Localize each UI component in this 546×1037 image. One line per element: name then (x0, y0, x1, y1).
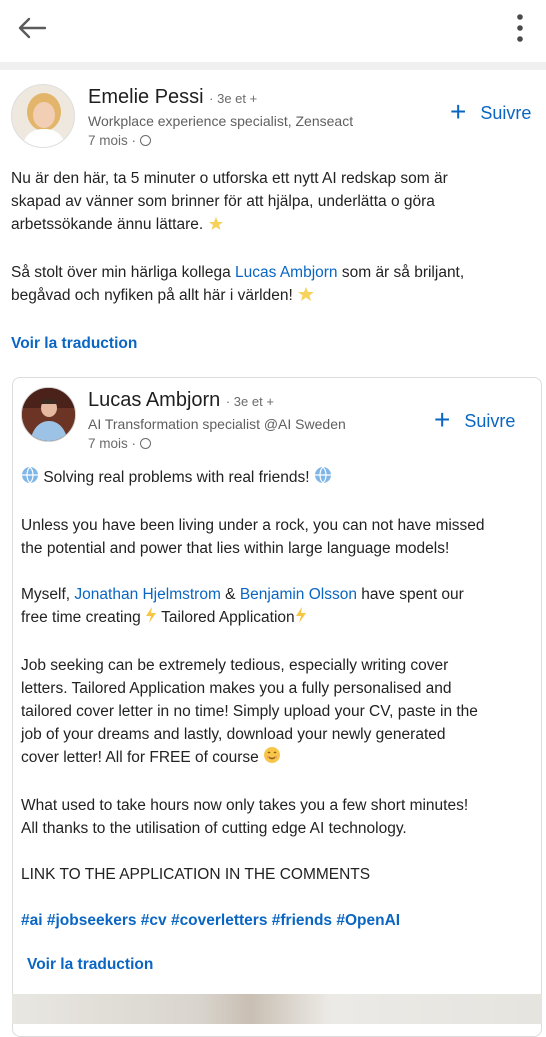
lightning-emoji-icon (295, 606, 307, 631)
connection-degree: · 3e et + (225, 394, 274, 409)
globe-icon (140, 438, 151, 449)
top-bar (0, 0, 546, 58)
plus-icon: + (434, 404, 451, 435)
reshare-author-headline: AI Transformation specialist @AI Sweden (88, 416, 346, 432)
plus-icon: + (450, 96, 467, 127)
mention-lucas-ambjorn[interactable]: Lucas Ambjorn (235, 264, 338, 281)
more-options-button[interactable] (508, 10, 532, 46)
reshare-see-translation-link[interactable]: Voir la traduction (27, 956, 154, 973)
reshare-post-time: 7 mois · (88, 436, 151, 451)
mention-jonathan-hjelmstrom[interactable]: Jonathan Hjelmstrom (74, 586, 221, 603)
reshare-author-avatar[interactable] (21, 387, 76, 442)
reshare-post-body: Solving real problems with real friends! Unless you have been living under a rock, you can not have missed the potential and power that lies within large language models! Myself, Jonathan Hjelmstrom & Benjamin Olsson have spent our free time creating Tailored Application Job seeking can be extremely tedious, especially writing cover letters. Tailored Application makes you a fully personalised and tailored cover letter in no time! Simply upload your CV, paste in the job of your dreams and lastly, download your newly generated cover letter! All for FREE of course What used to take hours now only takes you a few short minutes! All thanks to the utilisation of cutting edge AI technology. LINK TO THE APPLICATION IN THE COMMENTS #ai #jobseekers #cv #coverletters #friends #OpenAI (21, 466, 485, 932)
author-avatar[interactable] (11, 84, 75, 148)
dizzy-star-emoji-icon (207, 215, 225, 238)
star-emoji-icon (297, 286, 315, 309)
follow-button[interactable]: + Suivre (450, 96, 532, 127)
profile-photo-icon (12, 85, 75, 148)
back-button[interactable] (14, 10, 50, 46)
section-divider (0, 62, 546, 70)
see-translation-link[interactable]: Voir la traduction (11, 335, 138, 352)
arrow-left-icon (17, 17, 47, 39)
reshare-author-name[interactable]: Lucas Ambjorn · 3e et + (88, 389, 274, 411)
post-body: Nu är den här, ta 5 minuter o utforska ett nytt AI redskap som är skapad av vänner som brinner för att hjälpa, underlätta o göra arbetssökande ännu lättare. Så stolt över min härliga kollega Lucas Ambjorn som är så briljant, begåvad och nyfiken på allt här i världen! (11, 167, 464, 309)
connection-degree: · 3e et + (209, 91, 258, 106)
author-headline: Workplace experience specialist, Zenseact (88, 113, 354, 129)
author-name[interactable]: Emelie Pessi · 3e et + (88, 86, 258, 108)
hashtag-list[interactable]: #ai #jobseekers #cv #coverletters #friends #OpenAI (21, 912, 401, 929)
smiling-face-emoji-icon (263, 746, 281, 771)
profile-photo-icon (22, 388, 76, 442)
reshare-follow-button[interactable]: + Suivre (434, 404, 516, 435)
mention-benjamin-olsson[interactable]: Benjamin Olsson (239, 586, 357, 603)
globe-emoji-icon (21, 466, 39, 491)
post-time: 7 mois · (88, 133, 151, 148)
post-image-preview[interactable] (12, 994, 542, 1024)
vertical-dots-icon (516, 13, 524, 43)
lightning-emoji-icon (145, 606, 157, 631)
globe-emoji-icon (314, 466, 332, 491)
globe-icon (140, 135, 151, 146)
